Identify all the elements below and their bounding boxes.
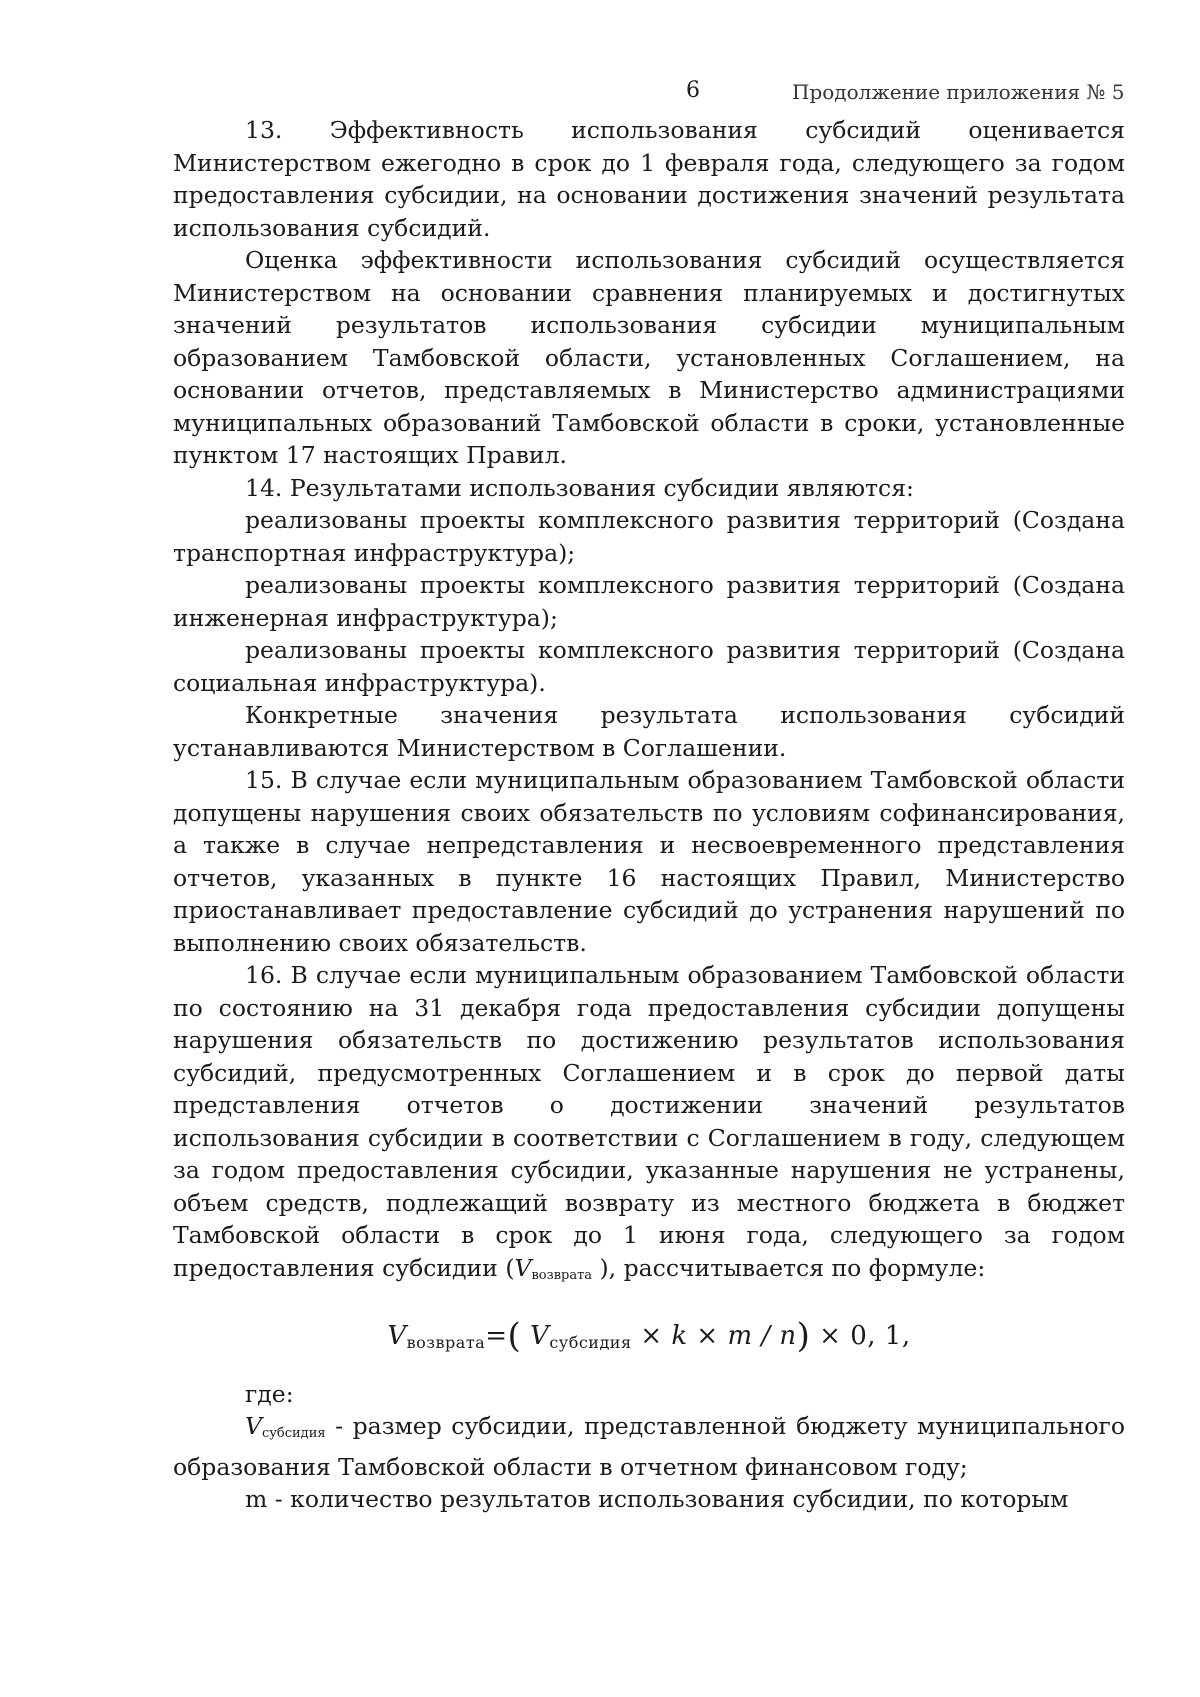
formula-lhs-var: V — [387, 1321, 407, 1351]
paragraph-14: 14. Результатами использования субсидии являются: — [245, 473, 914, 502]
paragraph-evaluation: Оценка эффективности использования субсидий осуществляется Министерством на основании сравнения планируемых и достигнутых значений результатов использования субсидии муниципальным образованием Тамбовской области, установленных Соглашением, на основании отчетов, представляемых в Министерство администрациями муниципальных образований Тамбовской области в сроки, установленные пунктом 17 настоящих Правил. — [173, 246, 1125, 469]
paragraph-13: 13. Эффективность использования субсидий оценивается Министерством ежегодно в срок до 1 февраля года, следующего за годом предоставления субсидии, на основании достижения значений результата использования субсидий. — [173, 116, 1125, 242]
formula-equals: = — [485, 1321, 508, 1351]
def-v-symbol: V — [245, 1412, 262, 1440]
formula-lhs-sub: возврата — [406, 1333, 486, 1352]
def-v-text: - размер субсидии, представленной бюджету муниципального образования Тамбовской области в отчетном финансовом году; — [173, 1412, 1125, 1481]
page-number: 6 — [686, 78, 700, 103]
v-return-subscript: возврата — [531, 1267, 593, 1283]
page-header — [0, 78, 1200, 108]
paragraph-16 — [173, 959, 1125, 1292]
def-v-subscript: субсидия — [261, 1426, 326, 1441]
result-item-engineering: реализованы проекты комплексного развития территорий (Создана инженерная инфраструктура); — [173, 571, 1125, 632]
paragraph-15: 15. В случае если муниципальным образованием Тамбовской области допущены нарушения своих обязательств по условиям софинансирования, а также в случае непредставления и несвоевременного представления отчетов, указанных в пункте 16 настоящих Правил, Министерство приостанавливает предоставление субсидий до устранения нарушений по выполнению своих обязательств. — [173, 766, 1125, 957]
result-item-social: реализованы проекты комплексного развития территорий (Создана социальная инфраструктура). — [173, 636, 1125, 697]
definition-v-subsidy — [173, 1410, 1125, 1483]
paragraph-16-text: 16. В случае если муниципальным образованием Тамбовской области по состоянию на 31 декабря года предоставления субсидии допущены нарушения обязательств по достижению результатов использования субсидий, предусмотренных Соглашением и в срок до первой даты представления отчетов о достижении значений результатов использования субсидии в соответствии с Соглашением в году, следующем за годом предоставления субсидии, указанные нарушения не устранены, объем средств, подлежащий возврату из местного бюджета в бюджет Тамбовской области в срок до 1 июня года, следующего за годом предоставления субсидии ( — [173, 961, 1125, 1282]
paragraph-specific-values: Конкретные значения результата использования субсидий устанавливаются Министерством в Соглашении. — [173, 701, 1125, 762]
return-formula — [173, 1316, 1125, 1360]
formula-tail: × 0, 1, — [810, 1321, 911, 1351]
result-item-transport: реализованы проекты комплексного развития территорий (Создана транспортная инфраструктура); — [173, 506, 1125, 567]
where-label: где: — [245, 1379, 294, 1408]
appendix-continuation-label: Продолжение приложения № 5 — [792, 80, 1125, 104]
formula-v-var: V — [530, 1321, 550, 1351]
v-return-symbol: V — [514, 1253, 532, 1282]
document-body — [173, 114, 1125, 1516]
formula-open-paren: ( — [507, 1316, 522, 1356]
formula-factors: × k × m / n — [631, 1321, 797, 1351]
formula-v-sub: субсидия — [549, 1333, 632, 1352]
paragraph-16-end: ), рассчитывается по формуле: — [592, 1253, 986, 1282]
formula-close-paren: ) — [796, 1316, 811, 1356]
definition-m: m - количество результатов использования субсидии, по которым — [245, 1485, 1069, 1513]
